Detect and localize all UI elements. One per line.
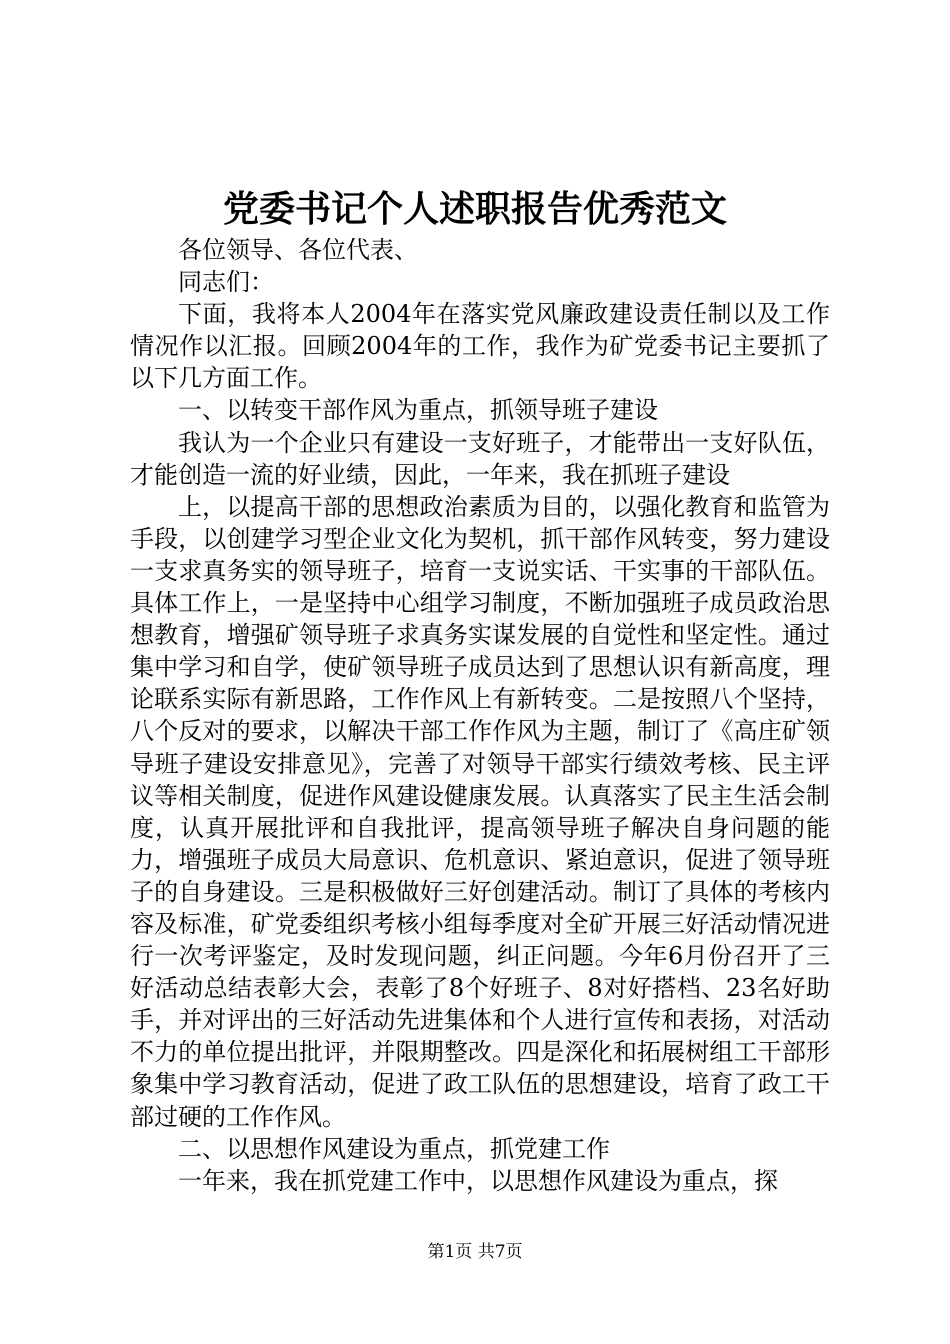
section-heading-2: 二、以思想作风建设为重点，抓党建工作 [178,1134,610,1163]
body-paragraph-2: 上，以提高干部的思想政治素质为目的，以强化教育和监管为手段，以创建学习型企业文化为契机，抓干部作风转变，努力建设一支求真务实的领导班子，培育一支说实话、干实事的干部队伍。具体工作上，一是坚持中心组学习制度，不断加强班子成员政治思想教育，增强矿领导班子求真务实谋发展的自觉性和坚定性。通过集中学习和自学，使矿领导班子成员达到了思想认识有新高度，理论联系实际有新思路，工作作风上有新转变。二是按照八个坚持，八个反对的要求，以解决干部工作作风为主题，制订了《高庄矿领导班子建设安排意见》，完善了对领导干部实行绩效考核、民主评议等相关制度，促进作风建设健康发展。认真落实了民主生活会制度，认真开展批评和自我批评，提高领导班子解决自身问题的能力，增强班子成员大局意识、危机意识、紧迫意识，促进了领导班子的自身建设。三是积极做好三好创建活动。制订了具体的考核内容及标准，矿党委组织考核小组每季度对全矿开展三好活动情况进行一次考评鉴定，及时发现问题，纠正问题。今年6月份召开了三好活动总结表彰大会，表彰了8个好班子、8对好搭档、23名好助手，并对评出的三好活动先进集体和个人进行宣传和表扬，对活动不力的单位提出批评，并限期整改。四是深化和拓展树组工干部形象集中学习教育活动，促进了政工队伍的思想建设，培育了政工干部过硬的工作作风。 [130,492,830,1131]
salutation-line-1: 各位领导、各位代表、 [178,236,418,264]
page-footer: 第1页 共7页 [427,1242,523,1262]
body-paragraph-1: 我认为一个企业只有建设一支好班子，才能带出一支好队伍，才能创造一流的好业绩，因此，一年来，我在抓班子建设 [130,428,830,489]
salutation-line-2: 同志们： [178,268,274,297]
document-title: 党委书记个人述职报告优秀范文 [222,188,727,230]
section-heading-1: 一、以转变干部作风为重点，抓领导班子建设 [178,396,658,425]
body-paragraph-3: 一年来，我在抓党建工作中，以思想作风建设为重点，探 [178,1166,778,1195]
intro-paragraph: 下面，我将本人2004年在落实党风廉政建设责任制以及工作情况作以汇报。回顾2004年的工作，我作为矿党委书记主要抓了以下几方面工作。 [130,300,830,393]
document-body [130,234,830,1197]
